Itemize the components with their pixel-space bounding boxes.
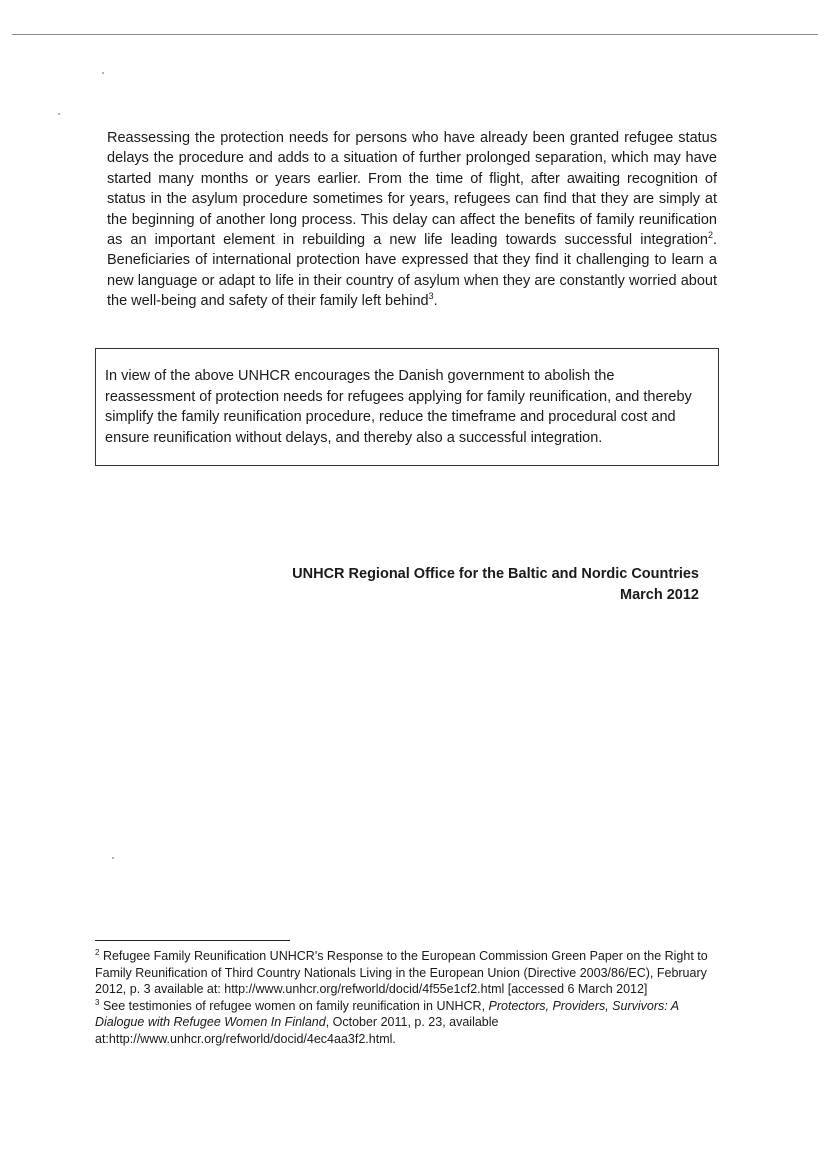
footnote-2 [95,948,715,998]
paragraph-text: . [433,293,438,310]
footnote-3 [95,998,715,1048]
scan-speck [112,857,114,859]
document-date: March 2012 [620,586,699,603]
footnote-ref[interactable]: 2 [707,230,713,241]
body-paragraph [107,128,717,312]
signature-block [292,564,699,605]
footnote-number: 3 [95,997,100,1007]
footnotes [95,948,715,1048]
publication-title: Protectors, Providers, Survivors: A Dialogue with Refugee Women In Finland [95,998,679,1030]
paragraph-text: . Beneficiaries of international protection have expressed that they find it challenging to learn a new language or adapt to life in their country of asylum when they are constantly worried about the well-being and safety of their family left behind [107,232,717,310]
office-name: UNHCR Regional Office for the Baltic and Nordic Countries [292,566,699,582]
recommendation-box [95,348,719,466]
scan-speck [102,72,104,74]
footnote-number: 2 [95,947,100,957]
footnote-text: See testimonies of refugee women on family reunification in UNHCR, [102,998,489,1013]
scan-speck [58,113,60,115]
footnote-text: , October 2011, p. 23, available at:http://www.unhcr.org/refworld/docid/4ec4aa3f2.html. [95,1015,499,1046]
footnote-text: Refugee Family Reunification UNHCR's Response to the European Commission Green Paper on the Right to Family Reunification of Third Country Nationals Living in the European Union (Directive 2003/86/EC), February 2012, p. 3 available at: http://www.unhcr.org/refworld/docid/4f55e1cf2.html [accessed 6 March 2012] [95,949,708,997]
footnote-ref[interactable]: 3 [428,291,434,302]
paragraph-text: Reassessing the protection needs for persons who have already been granted refugee status delays the procedure and adds to a situation of further prolonged separation, which may have started many months or years earlier. From the time of flight, after awaiting recognition of status in the asylum procedure sometimes for years, refugees can find that they are simply at the beginning of another long process. This delay can affect the benefits of family reunification as an important element in rebuilding a new life leading towards successful integration [107,130,717,249]
recommendation-text: In view of the above UNHCR encourages the Danish government to abolish the reassessment of protection needs for refugees applying for family reunification, and thereby simplify the family reunification procedure, reduce the timeframe and procedural cost and ensure reunification without delays, and thereby also a successful integration. [105,368,692,446]
header-rule [12,34,818,35]
footnote-separator [95,940,290,941]
